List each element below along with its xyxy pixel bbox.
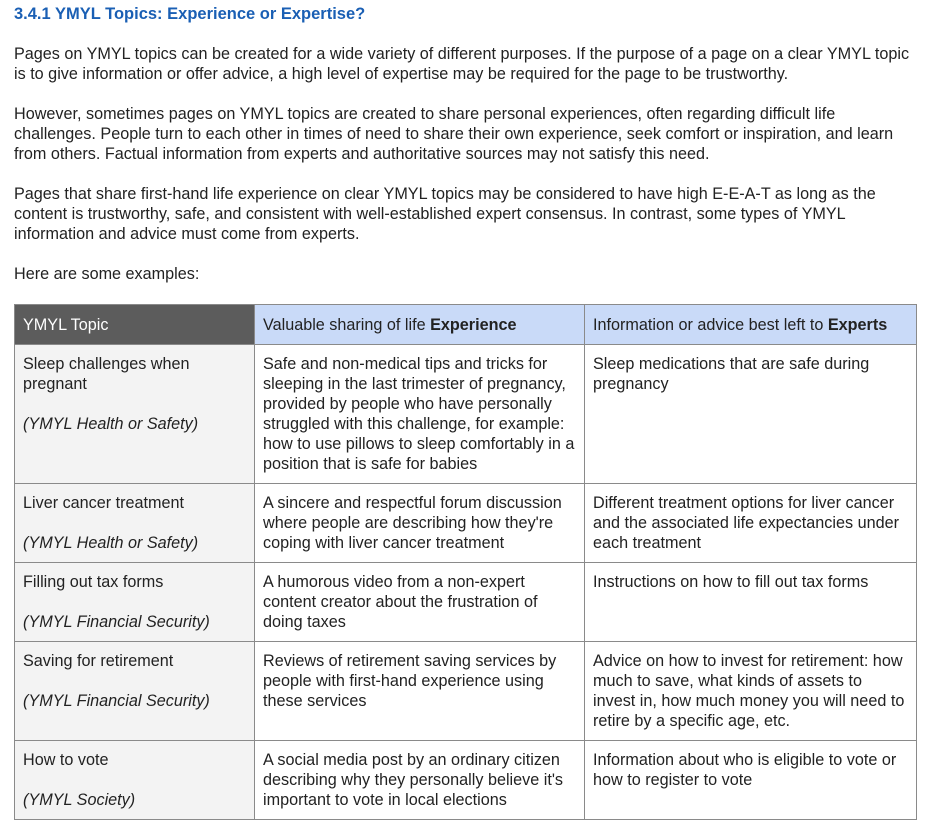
experience-cell: A sincere and respectful forum discussion where people are describing how they're coping with liver cancer treatment [255, 484, 585, 563]
intro-paragraph-3: Pages that share first-hand life experience on clear YMYL topics may be considered to have high E-E-A-T as long as the content is trustworthy, safe, and consistent with well-established expert consensus. In contrast, some types of YMYL information and advice must come from experts. [14, 185, 876, 243]
topic-category: (YMYL Health or Safety) [23, 534, 199, 552]
table-row [15, 484, 917, 563]
topic-title: How to vote [23, 751, 109, 769]
expert-cell: Information about who is eligible to vote or how to register to vote [585, 741, 917, 820]
experience-cell: Safe and non-medical tips and tricks for sleeping in the last trimester of pregnancy, provided by people who have personally struggled with this challenge, for example: how to use pillows to sleep comfortably in a position that is safe for babies [255, 345, 585, 484]
topic-title: Filling out tax forms [23, 573, 164, 591]
header-experience-prefix: Valuable sharing of life [263, 316, 431, 334]
topic-category: (YMYL Financial Security) [23, 613, 210, 631]
table-row [15, 642, 917, 741]
examples-lead-in: Here are some examples: [14, 265, 200, 283]
header-experience [255, 305, 585, 345]
header-experts [585, 305, 917, 345]
expert-cell: Different treatment options for liver cancer and the associated life expectancies under each treatment [585, 484, 917, 563]
table-row [15, 563, 917, 642]
ymyl-examples-table [14, 304, 917, 820]
experience-cell: Reviews of retirement saving services by people with first-hand experience using these services [255, 642, 585, 741]
topic-category: (YMYL Health or Safety) [23, 415, 199, 433]
topic-category: (YMYL Society) [23, 791, 136, 809]
header-ymyl-topic: YMYL Topic [15, 305, 255, 345]
table-row [15, 741, 917, 820]
table-header-row [15, 305, 917, 345]
expert-cell: Advice on how to invest for retirement: how much to save, what kinds of assets to invest in, how much money you will need to retire by a specific age, etc. [585, 642, 917, 741]
topic-cell [15, 741, 255, 820]
experience-cell: A humorous video from a non-expert content creator about the frustration of doing taxes [255, 563, 585, 642]
header-experience-bold: Experience [430, 316, 517, 334]
expert-cell: Sleep medications that are safe during pregnancy [585, 345, 917, 484]
topic-cell [15, 642, 255, 741]
header-experts-prefix: Information or advice best left to [593, 316, 828, 334]
table-row [15, 345, 917, 484]
header-experts-bold: Experts [827, 316, 888, 334]
topic-cell [15, 484, 255, 563]
topic-title: Sleep challenges when pregnant [23, 355, 190, 393]
intro-paragraph-2: However, sometimes pages on YMYL topics are created to share personal experiences, often regarding difficult life challenges. People turn to each other in times of need to share their own experience, seek comfort or inspiration, and learn from others. Factual information from experts and authoritative sources may not satisfy this need. [14, 105, 894, 163]
topic-title: Saving for retirement [23, 652, 174, 670]
expert-cell: Instructions on how to fill out tax forms [585, 563, 917, 642]
experience-cell: A social media post by an ordinary citizen describing why they personally believe it's important to vote in local elections [255, 741, 585, 820]
topic-category: (YMYL Financial Security) [23, 692, 210, 710]
section-heading: 3.4.1 YMYL Topics: Experience or Expertise? [14, 5, 366, 23]
intro-paragraph-1: Pages on YMYL topics can be created for a wide variety of different purposes. If the purpose of a page on a clear YMYL topic is to give information or offer advice, a high level of expertise may be required for the page to be trustworthy. [14, 45, 910, 83]
topic-title: Liver cancer treatment [23, 494, 185, 512]
topic-cell [15, 345, 255, 484]
topic-cell [15, 563, 255, 642]
